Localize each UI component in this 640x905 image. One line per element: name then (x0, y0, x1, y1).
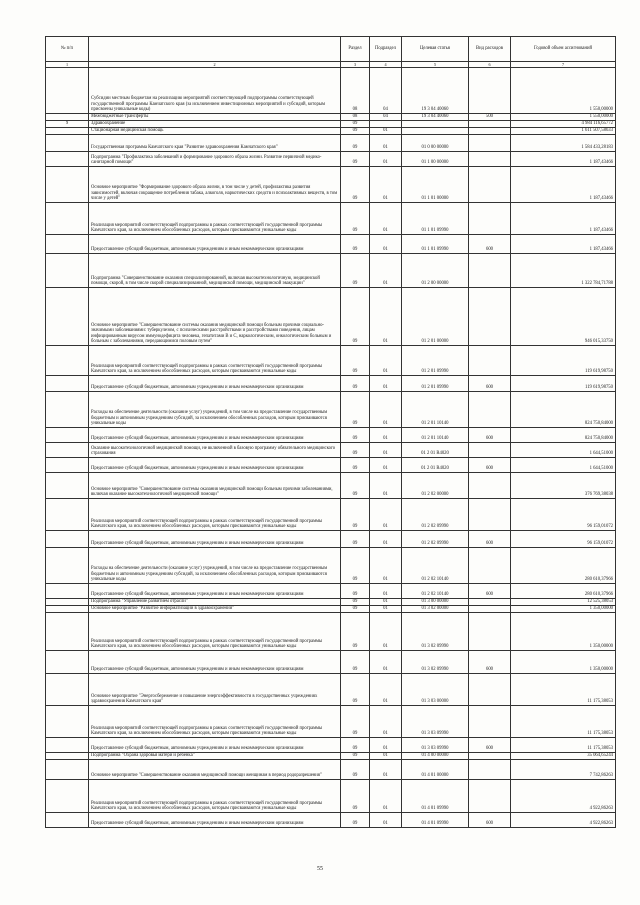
row-expense-type-cell (469, 599, 511, 606)
row-amount-cell: 1 611 507,58633 (511, 128, 616, 135)
row-section-cell: 09 (341, 780, 370, 813)
row-section-cell: 09 (341, 203, 370, 235)
row-expense-type-cell (469, 135, 511, 152)
row-subsection-cell: 01 (370, 584, 402, 599)
row-expense-type-cell: 600 (469, 235, 511, 254)
table-row (46, 152, 616, 167)
row-name-cell: Подпрограмма "Совершенствование оказания специализированной, включая высокотехнологичную, медицинской помощи, скорой, в том числе скорой специализированной, медицинской помощи, медицинской эвакуации" (89, 254, 341, 288)
row-expense-type-cell (469, 706, 511, 738)
row-section-cell: 09 (341, 254, 370, 288)
table-row (46, 167, 616, 203)
row-expense-type-cell (469, 613, 511, 651)
table-row (46, 68, 616, 114)
row-target-cell: 01 4 01 00000 (402, 760, 469, 780)
row-name-cell: Реализация мероприятий соответствующей подпрограммы в рамках соответствующей государственной программы Камчатского края, за исключением обособленных расходов, которым присваиваются уникальные коды (89, 203, 341, 235)
row-expense-type-cell (469, 760, 511, 780)
row-name-cell: Предоставление субсидий бюджетным, автономным учреждениям и иным некоммерческим организациям (89, 651, 341, 674)
row-expense-type-cell (469, 473, 511, 499)
table-row (46, 114, 616, 121)
row-target-cell: 01 3 02 09990 (402, 613, 469, 651)
row-expense-type-cell (469, 254, 511, 288)
header-expense-type: Вид расходов (469, 37, 511, 62)
row-section-cell: 08 (341, 68, 370, 114)
row-target-cell: 01 2 02 10140 (402, 548, 469, 584)
row-target-cell: 01 2 02 09990 (402, 499, 469, 531)
col-number: 7 (511, 62, 616, 68)
row-section-cell: 09 (341, 531, 370, 548)
row-name-cell: Расходы на обеспечение деятельности (оказание услуг) учреждений, в том числе на предоставление государственным бюджетным и автономным учреждениям субсидий, за исключением обособленных расходов, которым присваиваются уникальные коды (89, 392, 341, 428)
row-subsection-cell: 04 (370, 114, 402, 121)
row-amount-cell: 1 187,43466 (511, 235, 616, 254)
row-subsection-cell: 01 (370, 346, 402, 376)
row-name-cell: Государственная программа Камчатского края "Развитие здравоохранения Камчатского края" (89, 135, 341, 152)
row-subsection-cell: 01 (370, 606, 402, 613)
row-name-cell: Предоставление субсидий бюджетным, автономным учреждениям и иным некоммерческим организациям (89, 738, 341, 753)
row-expense-type-cell: 600 (469, 428, 511, 443)
row-name-cell: Предоставление субсидий бюджетным, автономным учреждениям и иным некоммерческим организациям (89, 458, 341, 473)
row-name-cell: Субсидии местным бюджетам на реализацию мероприятий соответствующей подпрограммы соответствующей государственной программы Камчатского края (за исключением инвестиционных мероприятий и субсидий, которым присвоены уникальные коды) (89, 68, 341, 114)
row-target-cell: 01 2 02 10140 (402, 584, 469, 599)
row-target-cell: 01 2 01 00000 (402, 288, 469, 346)
table-row (46, 288, 616, 346)
table-row (46, 443, 616, 458)
row-subsection-cell: 01 (370, 392, 402, 428)
row-number-cell (46, 288, 89, 346)
row-expense-type-cell (469, 674, 511, 706)
row-target-cell: 01 3 03 00000 (402, 674, 469, 706)
col-number: 4 (370, 62, 402, 68)
row-name-cell: Основное мероприятие "Совершенствование системы оказания медицинской помощи больным прочими заболеваниями, включая оказание высокотехнологичной медицинской помощи" (89, 473, 341, 499)
row-subsection-cell: 01 (370, 443, 402, 458)
row-section-cell: 09 (341, 613, 370, 651)
row-expense-type-cell: 600 (469, 458, 511, 473)
row-name-cell: Предоставление субсидий бюджетным, автономным учреждениям и иным некоммерческим организациям (89, 235, 341, 254)
row-section-cell: 09 (341, 121, 370, 128)
row-number-cell (46, 128, 89, 135)
row-target-cell: 01 4 01 09990 (402, 813, 469, 828)
row-name-cell: Реализация мероприятий соответствующей подпрограммы в рамках соответствующей государственной программы Камчатского края, за исключением обособленных расходов, которым присваиваются уникальные коды (89, 499, 341, 531)
row-amount-cell: 946 015,33750 (511, 288, 616, 346)
row-subsection-cell: 04 (370, 68, 402, 114)
row-number-cell (46, 392, 89, 428)
row-section-cell: 09 (341, 428, 370, 443)
table-row (46, 376, 616, 392)
row-amount-cell: 4 922,86263 (511, 780, 616, 813)
row-expense-type-cell: 600 (469, 813, 511, 828)
row-section-cell: 09 (341, 584, 370, 599)
row-amount-cell: 1 350,00000 (511, 606, 616, 613)
row-name-cell: Основное мероприятие "Развитие информатизации в здравоохранении" (89, 606, 341, 613)
row-target-cell: 01 2 01 10140 (402, 392, 469, 428)
row-section-cell: 09 (341, 288, 370, 346)
row-target-cell: 01 3 02 09990 (402, 651, 469, 674)
row-section-cell: 08 (341, 114, 370, 121)
row-subsection-cell: 01 (370, 152, 402, 167)
row-subsection-cell: 01 (370, 473, 402, 499)
row-number-cell (46, 531, 89, 548)
row-subsection-cell: 01 (370, 613, 402, 651)
row-subsection-cell: 01 (370, 135, 402, 152)
row-name-cell: Основное мероприятие "Совершенствование системы оказания медицинской помощи больным прочими социально-значимыми заболеваниями: туберкулезом, с психическими расстройствами и расстройствами поведения, лицам инфицированным вирусом иммунодефицита человека, гепатитами B и C, наркологическим, онкологическим больным и больным с заболеваниями, передающимися половым путем" (89, 288, 341, 346)
table-row (46, 128, 616, 135)
row-subsection-cell: 01 (370, 458, 402, 473)
row-subsection-cell: 01 (370, 254, 402, 288)
header-num: № п/п (46, 37, 89, 62)
table-row (46, 813, 616, 828)
row-number-cell (46, 443, 89, 458)
row-subsection-cell: 01 (370, 548, 402, 584)
row-expense-type-cell (469, 68, 511, 114)
col-number: 3 (341, 62, 370, 68)
row-number-cell (46, 760, 89, 780)
row-number-cell (46, 376, 89, 392)
row-expense-type-cell (469, 346, 511, 376)
row-expense-type-cell: 500 (469, 114, 511, 121)
row-expense-type-cell: 600 (469, 531, 511, 548)
table-row (46, 235, 616, 254)
row-name-cell: Основное мероприятие "Энергосбережение и повышение энергоэффективности в государственных учреждениях здравоохранения Камчатского края" (89, 674, 341, 706)
row-name-cell: Предоставление субсидий бюджетным, автономным учреждениям и иным некоммерческим организациям (89, 813, 341, 828)
row-expense-type-cell (469, 167, 511, 203)
table-row (46, 780, 616, 813)
row-number-cell (46, 458, 89, 473)
header-name (89, 37, 341, 62)
row-subsection-cell: 01 (370, 288, 402, 346)
row-amount-cell: 1 550,00000 (511, 114, 616, 121)
row-expense-type-cell (469, 753, 511, 760)
row-target-cell: 01 3 02 00000 (402, 606, 469, 613)
row-amount-cell: 1 322 784,71788 (511, 254, 616, 288)
row-name-cell: Основное мероприятие "Формирование здорового образа жизни, в том числе у детей, профилактика развития зависимостей, включая сокращение потребления табака, алкоголя, наркотических средств и психоактивных веществ, в том числе у детей" (89, 167, 341, 203)
row-subsection-cell: 01 (370, 599, 402, 606)
row-number-cell (46, 346, 89, 376)
row-target-cell: 01 2 02 09990 (402, 531, 469, 548)
page-number: 55 (317, 866, 323, 872)
row-section-cell: 09 (341, 706, 370, 738)
table-row (46, 458, 616, 473)
row-expense-type-cell (469, 606, 511, 613)
row-subsection-cell: 01 (370, 674, 402, 706)
row-target-cell (402, 128, 469, 135)
row-section-cell: 09 (341, 606, 370, 613)
row-amount-cell: 1 187,43466 (511, 152, 616, 167)
row-name-cell: Предоставление субсидий бюджетным, автономным учреждениям и иным некоммерческим организациям (89, 376, 341, 392)
table-row (46, 706, 616, 738)
row-number-cell (46, 599, 89, 606)
row-expense-type-cell: 600 (469, 376, 511, 392)
header-subsection: Подраздел (370, 37, 402, 62)
row-section-cell: 09 (341, 738, 370, 753)
table-row (46, 548, 616, 584)
row-name-cell: Реализация мероприятий соответствующей подпрограммы в рамках соответствующей государственной программы Камчатского края, за исключением обособленных расходов, которым присваиваются уникальные коды (89, 780, 341, 813)
table-row (46, 121, 616, 128)
row-number-cell (46, 674, 89, 706)
row-expense-type-cell (469, 548, 511, 584)
row-target-cell: 01 2 01 09990 (402, 346, 469, 376)
row-number-cell (46, 499, 89, 531)
row-amount-cell: 119 619,98750 (511, 376, 616, 392)
row-target-cell: 19 3 04 40060 (402, 68, 469, 114)
row-subsection-cell: 01 (370, 753, 402, 760)
row-number-cell (46, 613, 89, 651)
col-number: 5 (402, 62, 469, 68)
table-header-row (46, 37, 616, 62)
row-section-cell: 09 (341, 499, 370, 531)
row-target-cell: 01 2 01 R4020 (402, 443, 469, 458)
header-target: Целевая статья (402, 37, 469, 62)
table-row (46, 753, 616, 760)
row-expense-type-cell (469, 443, 511, 458)
row-name-cell: Предоставление субсидий бюджетным, автономным учреждениям и иным некоммерческим организациям (89, 428, 341, 443)
row-subsection-cell: 01 (370, 428, 402, 443)
row-target-cell: 01 4 00 00000 (402, 753, 469, 760)
row-number-cell (46, 428, 89, 443)
table-row (46, 674, 616, 706)
row-name-cell: Межбюджетные трансферты (89, 114, 341, 121)
row-section-cell: 09 (341, 376, 370, 392)
row-amount-cell: 4 922,86263 (511, 813, 616, 828)
row-section-cell: 09 (341, 813, 370, 828)
table-row (46, 392, 616, 428)
row-number-cell (46, 753, 89, 760)
row-subsection-cell: 01 (370, 813, 402, 828)
row-subsection-cell: 01 (370, 780, 402, 813)
row-name-cell: Подпрограмма "Профилактика заболеваний и формирование здорового образа жизни. Развитие первичной медико-санитарной помощи" (89, 152, 341, 167)
row-expense-type-cell (469, 203, 511, 235)
row-expense-type-cell (469, 128, 511, 135)
table-row (46, 599, 616, 606)
row-expense-type-cell (469, 288, 511, 346)
row-amount-cell: 1 644,51000 (511, 443, 616, 458)
row-section-cell: 09 (341, 674, 370, 706)
row-number-cell (46, 203, 89, 235)
row-expense-type-cell (469, 499, 511, 531)
row-amount-cell: 4 984 116,65772 (511, 121, 616, 128)
row-section-cell: 09 (341, 458, 370, 473)
row-section-cell: 09 (341, 760, 370, 780)
row-amount-cell: 7 742,86263 (511, 760, 616, 780)
col-number: 2 (89, 62, 341, 68)
row-expense-type-cell (469, 780, 511, 813)
row-name-cell: Реализация мероприятий соответствующей подпрограммы в рамках соответствующей государственной программы Камчатского края, за исключением обособленных расходов, которым присваиваются уникальные коды (89, 613, 341, 651)
row-amount-cell: 96 159,01072 (511, 531, 616, 548)
row-amount-cell: 1 187,43466 (511, 203, 616, 235)
row-target-cell: 01 1 00 00000 (402, 152, 469, 167)
row-amount-cell: 11 175,38053 (511, 674, 616, 706)
row-target-cell: 01 1 01 00000 (402, 167, 469, 203)
row-name-cell: Здравоохранение (89, 121, 341, 128)
row-subsection-cell: 01 (370, 499, 402, 531)
row-number-cell (46, 606, 89, 613)
row-expense-type-cell (469, 152, 511, 167)
table-row (46, 531, 616, 548)
row-section-cell: 09 (341, 392, 370, 428)
row-number-cell (46, 167, 89, 203)
row-expense-type-cell: 600 (469, 584, 511, 599)
row-section-cell: 09 (341, 651, 370, 674)
row-name-cell: Стационарная медицинская помощь (89, 128, 341, 135)
row-target-cell: 01 3 03 09990 (402, 706, 469, 738)
row-section-cell: 09 (341, 128, 370, 135)
row-expense-type-cell (469, 121, 511, 128)
row-amount-cell: 824 750,84000 (511, 428, 616, 443)
header-section: Раздел (341, 37, 370, 62)
row-target-cell: 01 2 01 R4020 (402, 458, 469, 473)
row-subsection-cell: 01 (370, 760, 402, 780)
col-number: 1 (46, 62, 89, 68)
table-row (46, 499, 616, 531)
row-name-cell: Предоставление субсидий бюджетным, автономным учреждениям и иным некоммерческим организациям (89, 584, 341, 599)
row-subsection-cell: 01 (370, 651, 402, 674)
row-target-cell: 01 3 00 00000 (402, 599, 469, 606)
row-number-cell (46, 651, 89, 674)
row-subsection-cell: 01 (370, 203, 402, 235)
row-amount-cell: 824 750,84000 (511, 392, 616, 428)
row-subsection-cell: 01 (370, 706, 402, 738)
row-expense-type-cell: 600 (469, 651, 511, 674)
row-number-cell (46, 780, 89, 813)
row-amount-cell: 1 350,00000 (511, 651, 616, 674)
row-amount-cell: 1 187,43466 (511, 167, 616, 203)
row-section-cell: 09 (341, 167, 370, 203)
table-row (46, 135, 616, 152)
row-section-cell: 09 (341, 235, 370, 254)
row-amount-cell: 96 159,01072 (511, 499, 616, 531)
row-subsection-cell: 01 (370, 738, 402, 753)
row-amount-cell: 35 064,65244 (511, 753, 616, 760)
table-row (46, 473, 616, 499)
row-number-cell (46, 68, 89, 114)
row-target-cell: 01 4 01 09990 (402, 780, 469, 813)
row-amount-cell: 280 610,37966 (511, 584, 616, 599)
row-subsection-cell (370, 121, 402, 128)
row-name-cell: Реализация мероприятий соответствующей подпрограммы в рамках соответствующей государственной программы Камчатского края, за исключением обособленных расходов, которым присваиваются уникальные коды (89, 706, 341, 738)
table-row (46, 584, 616, 599)
row-target-cell: 01 2 02 00000 (402, 473, 469, 499)
row-amount-cell: 1 584 433,28183 (511, 135, 616, 152)
table-row (46, 651, 616, 674)
row-amount-cell: 12 525,38053 (511, 599, 616, 606)
row-section-cell: 09 (341, 135, 370, 152)
row-target-cell: 01 2 01 10140 (402, 428, 469, 443)
row-target-cell: 01 1 01 09990 (402, 203, 469, 235)
table-row (46, 738, 616, 753)
row-amount-cell: 11 175,38053 (511, 738, 616, 753)
row-number-cell (46, 473, 89, 499)
row-section-cell: 09 (341, 346, 370, 376)
row-number-cell (46, 135, 89, 152)
row-section-cell: 09 (341, 152, 370, 167)
row-subsection-cell: 01 (370, 376, 402, 392)
row-amount-cell: 1 550,00000 (511, 68, 616, 114)
row-subsection-cell: 01 (370, 531, 402, 548)
table-row (46, 428, 616, 443)
row-name-cell: Реализация мероприятий соответствующей подпрограммы в рамках соответствующей государственной программы Камчатского края, за исключением обособленных расходов, которым присваиваются уникальные коды (89, 346, 341, 376)
table-row (46, 613, 616, 651)
row-section-cell: 09 (341, 753, 370, 760)
row-number-cell (46, 235, 89, 254)
row-number-cell (46, 584, 89, 599)
table-row (46, 254, 616, 288)
row-target-cell: 01 2 01 09990 (402, 376, 469, 392)
row-number-cell (46, 254, 89, 288)
table-row (46, 203, 616, 235)
row-number-cell (46, 738, 89, 753)
row-expense-type-cell (469, 392, 511, 428)
row-subsection-cell: 01 (370, 128, 402, 135)
row-number-cell: 9 (46, 121, 89, 128)
row-amount-cell: 1 644,51000 (511, 458, 616, 473)
row-target-cell: 01 2 00 00000 (402, 254, 469, 288)
table-row (46, 346, 616, 376)
row-name-cell: Расходы на обеспечение деятельности (оказание услуг) учреждений, в том числе на предоставление государственным бюджетным и автономным учреждениям субсидий, за исключением обособленных расходов, которым присваиваются уникальные коды (89, 548, 341, 584)
row-target-cell (402, 121, 469, 128)
row-amount-cell: 376 769,38038 (511, 473, 616, 499)
row-name-cell: Подпрограмма "Охрана здоровья матери и ребенка" (89, 753, 341, 760)
row-amount-cell: 119 619,98750 (511, 346, 616, 376)
table-row (46, 606, 616, 613)
row-number-cell (46, 114, 89, 121)
col-number: 6 (469, 62, 511, 68)
row-target-cell: 01 1 01 09990 (402, 235, 469, 254)
row-number-cell (46, 706, 89, 738)
header-amount: Годовой объем ассигнований (511, 37, 616, 62)
row-target-cell: 19 3 04 40060 (402, 114, 469, 121)
row-expense-type-cell: 600 (469, 738, 511, 753)
row-number-cell (46, 548, 89, 584)
row-section-cell: 09 (341, 473, 370, 499)
row-number-cell (46, 152, 89, 167)
budget-table (45, 36, 616, 828)
row-section-cell: 09 (341, 443, 370, 458)
row-name-cell: Подпрограмма "Управление развитием отрасли" (89, 599, 341, 606)
row-name-cell: Основное мероприятие "Совершенствование оказания медицинской помощи женщинам в период родоразрешения" (89, 760, 341, 780)
row-amount-cell: 11 175,38053 (511, 706, 616, 738)
row-name-cell: Предоставление субсидий бюджетным, автономным учреждениям и иным некоммерческим организациям (89, 531, 341, 548)
row-subsection-cell: 01 (370, 167, 402, 203)
row-number-cell (46, 813, 89, 828)
row-section-cell: 09 (341, 599, 370, 606)
row-subsection-cell: 01 (370, 235, 402, 254)
row-amount-cell: 280 610,37966 (511, 548, 616, 584)
row-target-cell: 01 3 03 09990 (402, 738, 469, 753)
table-row (46, 760, 616, 780)
row-name-cell: Оказание высокотехнологичной медицинской помощи, не включенной в базовую программу обязательного медицинского страхования (89, 443, 341, 458)
row-section-cell: 09 (341, 548, 370, 584)
row-amount-cell: 1 350,00000 (511, 613, 616, 651)
row-target-cell: 01 0 00 00000 (402, 135, 469, 152)
